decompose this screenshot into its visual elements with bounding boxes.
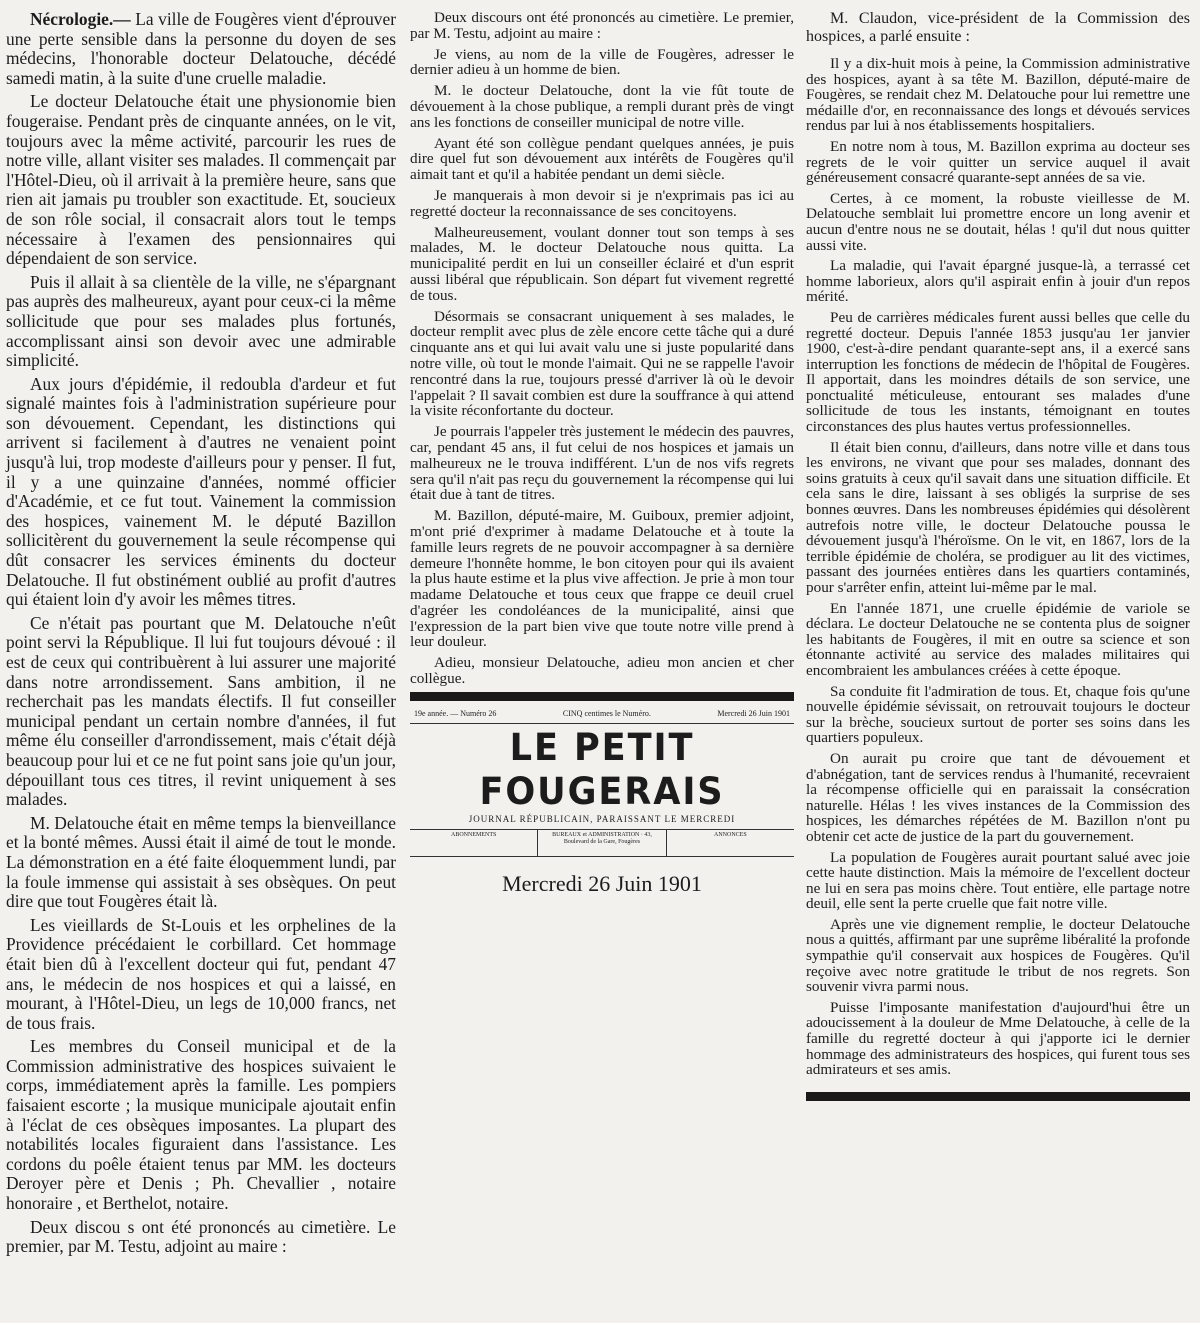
speech-paragraph: M. le docteur Delatouche, dont la vie fût toute de dévouement à la chose publique, a rempli durant près de vingt ans les fonctions de conseiller municipal de notre ville. [410,82,794,131]
speech-paragraph: La maladie, qui l'avait épargné jusque-là, a terrassé cet homme laborieux, alors qu'il aspirait enfin à jouir d'un repos mérité. [806,257,1190,306]
issue-date: Mercredi 26 Juin 1901 [502,870,702,896]
speech-paragraph: Ayant été son collègue pendant quelques années, je puis dire quel fut son dévouement aux intérêts de Fougères qu'il aimait tant et qu'il a habitée pendant un demi siècle. [410,134,794,184]
paragraph: Ce n'était pas pourtant que M. Delatouche n'eût point servi la République. Il lui fut toujours dévoué : il est de ceux qui contribuèrent à lui assurer une majorité dans notre arrondissement. Sans ambition, il ne recherchait pas les mandats électifs. Il fut conseiller municipal pendant un certain nombre d'années, il fut même élu conseiller d'arrondissement, mais c'était déjà beaucoup pour lui et ce ne fut point sans joie qu'un jour, dépouillant tous ces titres, il revint uniquement à ses malades. [6,612,396,810]
issue-date-small: Mercredi 26 Juin 1901 [717,708,790,718]
speech-paragraph: Désormais se consacrant uniquement à ses malades, le docteur remplit avec plus de zèle encore cette tâche qui a duré cinquante ans et qui lui avait valu une si juste popularité dans notre ville, où tout le monde l'aimait. Qui ne se rappelle l'avoir rencontré dans la rue, toujours pressé d'arriver là où le devoir l'appelait ? Il savait combien est dure la souffrance à qui attend la visite réconfortante du docteur. [410,307,794,420]
masthead-rule [410,723,794,724]
obituary-lead-paragraph [6,10,396,88]
paragraph: Puis il allait à sa clientèle de la ville, ne s'épargnant pas auprès des malheureux, ayant pour ceux-ci la même sollicitude que pour ses malades plus fortunés, accomplissant ainsi son devoir avec une admirable simplicité. [6,271,396,371]
speech-paragraph: Je pourrais l'appeler très justement le médecin des pauvres, car, pendant 45 ans, il fut celui de nos hospices et jamais un malheureux ne le trouva indifférent. L'un de nos vifs regrets sera qu'il n'ait pas reçu du gouvernement la récompense qui lui était due à tant de titres. [410,423,794,504]
column-2 [410,10,794,899]
masthead-top-line [410,707,794,721]
masthead-info-box [410,829,794,857]
speech-intro: M. Claudon, vice-président de la Commission des hospices, a parlé ensuite : [806,10,1190,45]
newspaper-title: LE PETIT FOUGERAIS [479,725,725,813]
section-divider [410,692,794,701]
paragraph: Le docteur Delatouche était une physionomie bien fougeraise. Pendant près de cinquante années, on le vit, toujours avec la même activité, parcourir les rues de notre ville, allant visiter ses malades. Il commençait par l'Hôtel-Dieu, où il arrivait à la première heure, sans que rien ait jamais pu troubler son exactitude. Et, soucieux de son rôle social, il consacrait alors tout le temps nécessaire à l'examen des pensionnaires qui dépendaient de son service. [6,91,396,269]
speech-paragraph: Adieu, monsieur Delatouche, adieu mon ancien et cher collègue. [410,654,794,688]
speech-paragraph: Peu de carrières médicales furent aussi belles que celle du regretté docteur. Depuis l'année 1853 jusqu'au 1er janvier 1900, c'est-à-dire pendant quarante-sept ans, il a exercé sans interruption les fonctions de médecin de l'hôpital de Fougères. Il apportait, dans les moindres détails de son service, une ponctualité méticuleuse, entourant ses malades d'une sollicitude de tous les instants, témoignant en toutes circonstances des plus hautes vertus professionnelles. [806,308,1190,436]
speech-paragraph: M. Bazillon, député-maire, M. Guiboux, premier adjoint, m'ont prié d'exprimer à madame Delatouche et à toute la famille leurs regrets de ne pouvoir accompagner à sa dernière demeure l'honnête homme, le bon citoyen pour qui ils avaient la plus haute estime et la plus vive affection. Je prie à mon tour madame Delatouche et tous ceux que frappe ce deuil cruel d'agréer les condoléances de la municipalité, ainsi que l'expression de la part bien vive que toute notre ville prend à leur douleur. [410,507,794,651]
paragraph: Aux jours d'épidémie, il redoubla d'ardeur et fut signalé maintes fois à l'administration supérieure pour son dévouement. Cependant, les distinctions qui arrivent si facilement à d'autres ne venaient point jusqu'à lui, trop modeste d'ailleurs pour y penser. Il fut, il y a une quinzaine d'années, nommé officier d'Académie, et ce fut tout. Vainement la commission des hospices, vainement M. le député Bazillon sollicitèrent du gouvernement la seule récompense qui dût consacrer les services éminents du docteur Delatouche. Il fut obstinément oublié au profit d'autres qui étaient loin d'y avoir les mêmes titres. [6,373,396,610]
column-3 [806,10,1190,1105]
paragraph: M. Delatouche était en même temps la bienveillance et la bonté mêmes. Aussi était il aimé de tout le monde. La démonstration en a été faite éloquemment lundi, par la foule immense qui assistait à ses obsèques. On peut dire que tout Fougères était là. [6,812,396,912]
end-divider [806,1092,1190,1101]
newspaper-subtitle: JOURNAL RÉPUBLICAIN, PARAISSANT LE MERCREDI [468,813,736,824]
paragraph: Deux discou s ont été prononcés au cimetière. Le premier, par M. Testu, adjoint au maire : [6,1216,396,1257]
masthead [410,707,794,899]
speech-paragraph: Je viens, au nom de la ville de Fougères, adresser le dernier adieu à un homme de bien. [410,45,794,79]
advertisements-box: ANNONCES [713,831,747,838]
speech-paragraph: Il y a dix-huit mois à peine, la Commission administrative des hospices, ayant à sa tête M. Bazillon, député-maire de Fougères, se rendait chez M. Delatouche pour lui remettre une médaille d'or, en reconnaissance des longs et dévoués services rendus par lui à nos établissements hospitaliers. [806,55,1190,135]
issue-number: 19e année. — Numéro 26 [414,708,497,718]
office-address-box: BUREAUX et ADMINISTRATION · 43, Boulevard de la Gare, Fougères [538,830,666,856]
speech-paragraph: Il était bien connu, d'ailleurs, dans notre ville et dans tous les environs, ne vivant que pour ses malades, donnant des soins gratuits à ceux qu'il savait dans une situation difficile. Et cela sans le dire, laissant à ses obligés la surprise de ses bonnes œuvres. Dans les nombreuses épidémies qui désolèrent autrefois notre ville, le docteur Delatouche poussa le dévouement jusqu'à l'héroïsme. On le vit, en 1867, lors de la terrible épidémie de choléra, se prodiguer au lit des victimes, passant des journées entières dans les quartiers contaminés, pour s'arrêter enfin, atteint lui-même par le mal. [806,438,1190,596]
speech-paragraph: Malheureusement, voulant donner tout son temps à ses malades, M. le docteur Delatouche nous quitta. La municipalité perdit en lui un conseiller éclairé et d'un esprit aussi libéral que républicain. Son départ fut vivement regretté de tous. [410,223,794,304]
speech-paragraph: En notre nom à tous, M. Bazillon exprima au docteur ses regrets de le voir quitter un service auquel il avait généreusement consacré quarante-sept années de sa vie. [806,137,1190,187]
paragraph-text: La ville de Fougères vient d'éprouver une perte sensible dans la personne du doyen de ses médecins, l'honorable docteur Delatouche, décédé samedi matin, à la suite d'une cruelle maladie. [6,9,396,88]
speech-paragraph: Certes, à ce moment, la robuste vieillesse de M. Delatouche semblait lui promettre encore un long avenir et aucun d'entre nous ne se doutait, hélas ! qu'il dut nous quitter aussi vite. [806,189,1190,254]
section-heading: Nécrologie.— [30,9,131,29]
speech-paragraph: La population de Fougères aurait pourtant salué avec joie cette haute distinction. Mais la mémoire de l'excellent docteur ne lui en sera pas moins chère. Tout entière, elle partage notre deuil, elle sent la perte cruelle que fait notre ville. [806,848,1190,913]
speech-paragraph: Après une vie dignement remplie, le docteur Delatouche nous a quittés, affirmant par une suprême libéralité la profonde sympathie qu'il conservait aux hospices de Fougères. Qu'il reçoive avec notre gratitude le tribut de nos regrets. Son souvenir vivra parmi nous. [806,915,1190,996]
speech-paragraph: En l'année 1871, une cruelle épidémie de variole se déclara. Le docteur Delatouche ne se contenta plus de soigner les habitants de Fougères, il mit en outre sa science et son étonnante activité au service des malades militaires qui encombraient les ambulances créées à cette époque. [806,599,1190,679]
paragraph: Les vieillards de St-Louis et les orphelines de la Providence précédaient le corbillard. Cet hommage était bien dû à l'excellent docteur qui fut, pendant 47 ans, le médecin de nos hospices et qui a laissé, en mourant, à l'Hôtel-Dieu, un legs de 10,000 francs, net de tous frais. [6,914,396,1033]
speech-paragraph: On aurait pu croire que tant de dévouement et d'abnégation, tant de services rendus à l'humanité, recevraient la récompense officielle qui en paraissait la consécration naturelle. Hélas ! les vives instances de la Commission des hospices, les démarches répétées de M. Bazillon n'ont pu obtenir cet acte de justice de la part du gouvernement. [806,749,1190,845]
speech-paragraph: Sa conduite fit l'admiration de tous. Et, chaque fois qu'une nouvelle épidémie sévissait, on retrouvait toujours le docteur sur la brèche, soucieux surtout de porter ses soins dans les quartiers populeux. [806,682,1190,747]
issue-price: CINQ centimes le Numéro. [562,708,651,718]
speech-paragraph: Puisse l'imposante manifestation d'aujourd'hui être un adoucissement à la douleur de Mme Delatouche, à celle de la famille du regretté docteur à qui j'apporte ici le dernier hommage des administrateurs des hospices, qui furent tous ses admirateurs et ses amis. [806,998,1190,1079]
column-1 [6,10,396,1261]
paragraph: Les membres du Conseil municipal et de la Commission administrative des hospices suivaient le corps, immédiatement après la famille. Les pompiers faisaient escorte ; la musique municipale ajoutait enfin à l'éclat de ces obsèques imposantes. La plupart des notabilités locales figuraient dans l'assistance. Les cordons du poêle étaient tenus par MM. les docteurs Deroyer père et Denis ; Ph. Chevallier , notaire honoraire , et Berthelot, notaire. [6,1036,396,1214]
paragraph: Deux discours ont été prononcés au cimetière. Le premier, par M. Testu, adjoint au maire : [410,9,794,42]
speech-paragraph: Je manquerais à mon devoir si je n'exprimais pas ici au regretté docteur la reconnaissance de ses concitoyens. [410,186,794,220]
subscriptions-box: ABONNEMENTS [410,830,538,856]
